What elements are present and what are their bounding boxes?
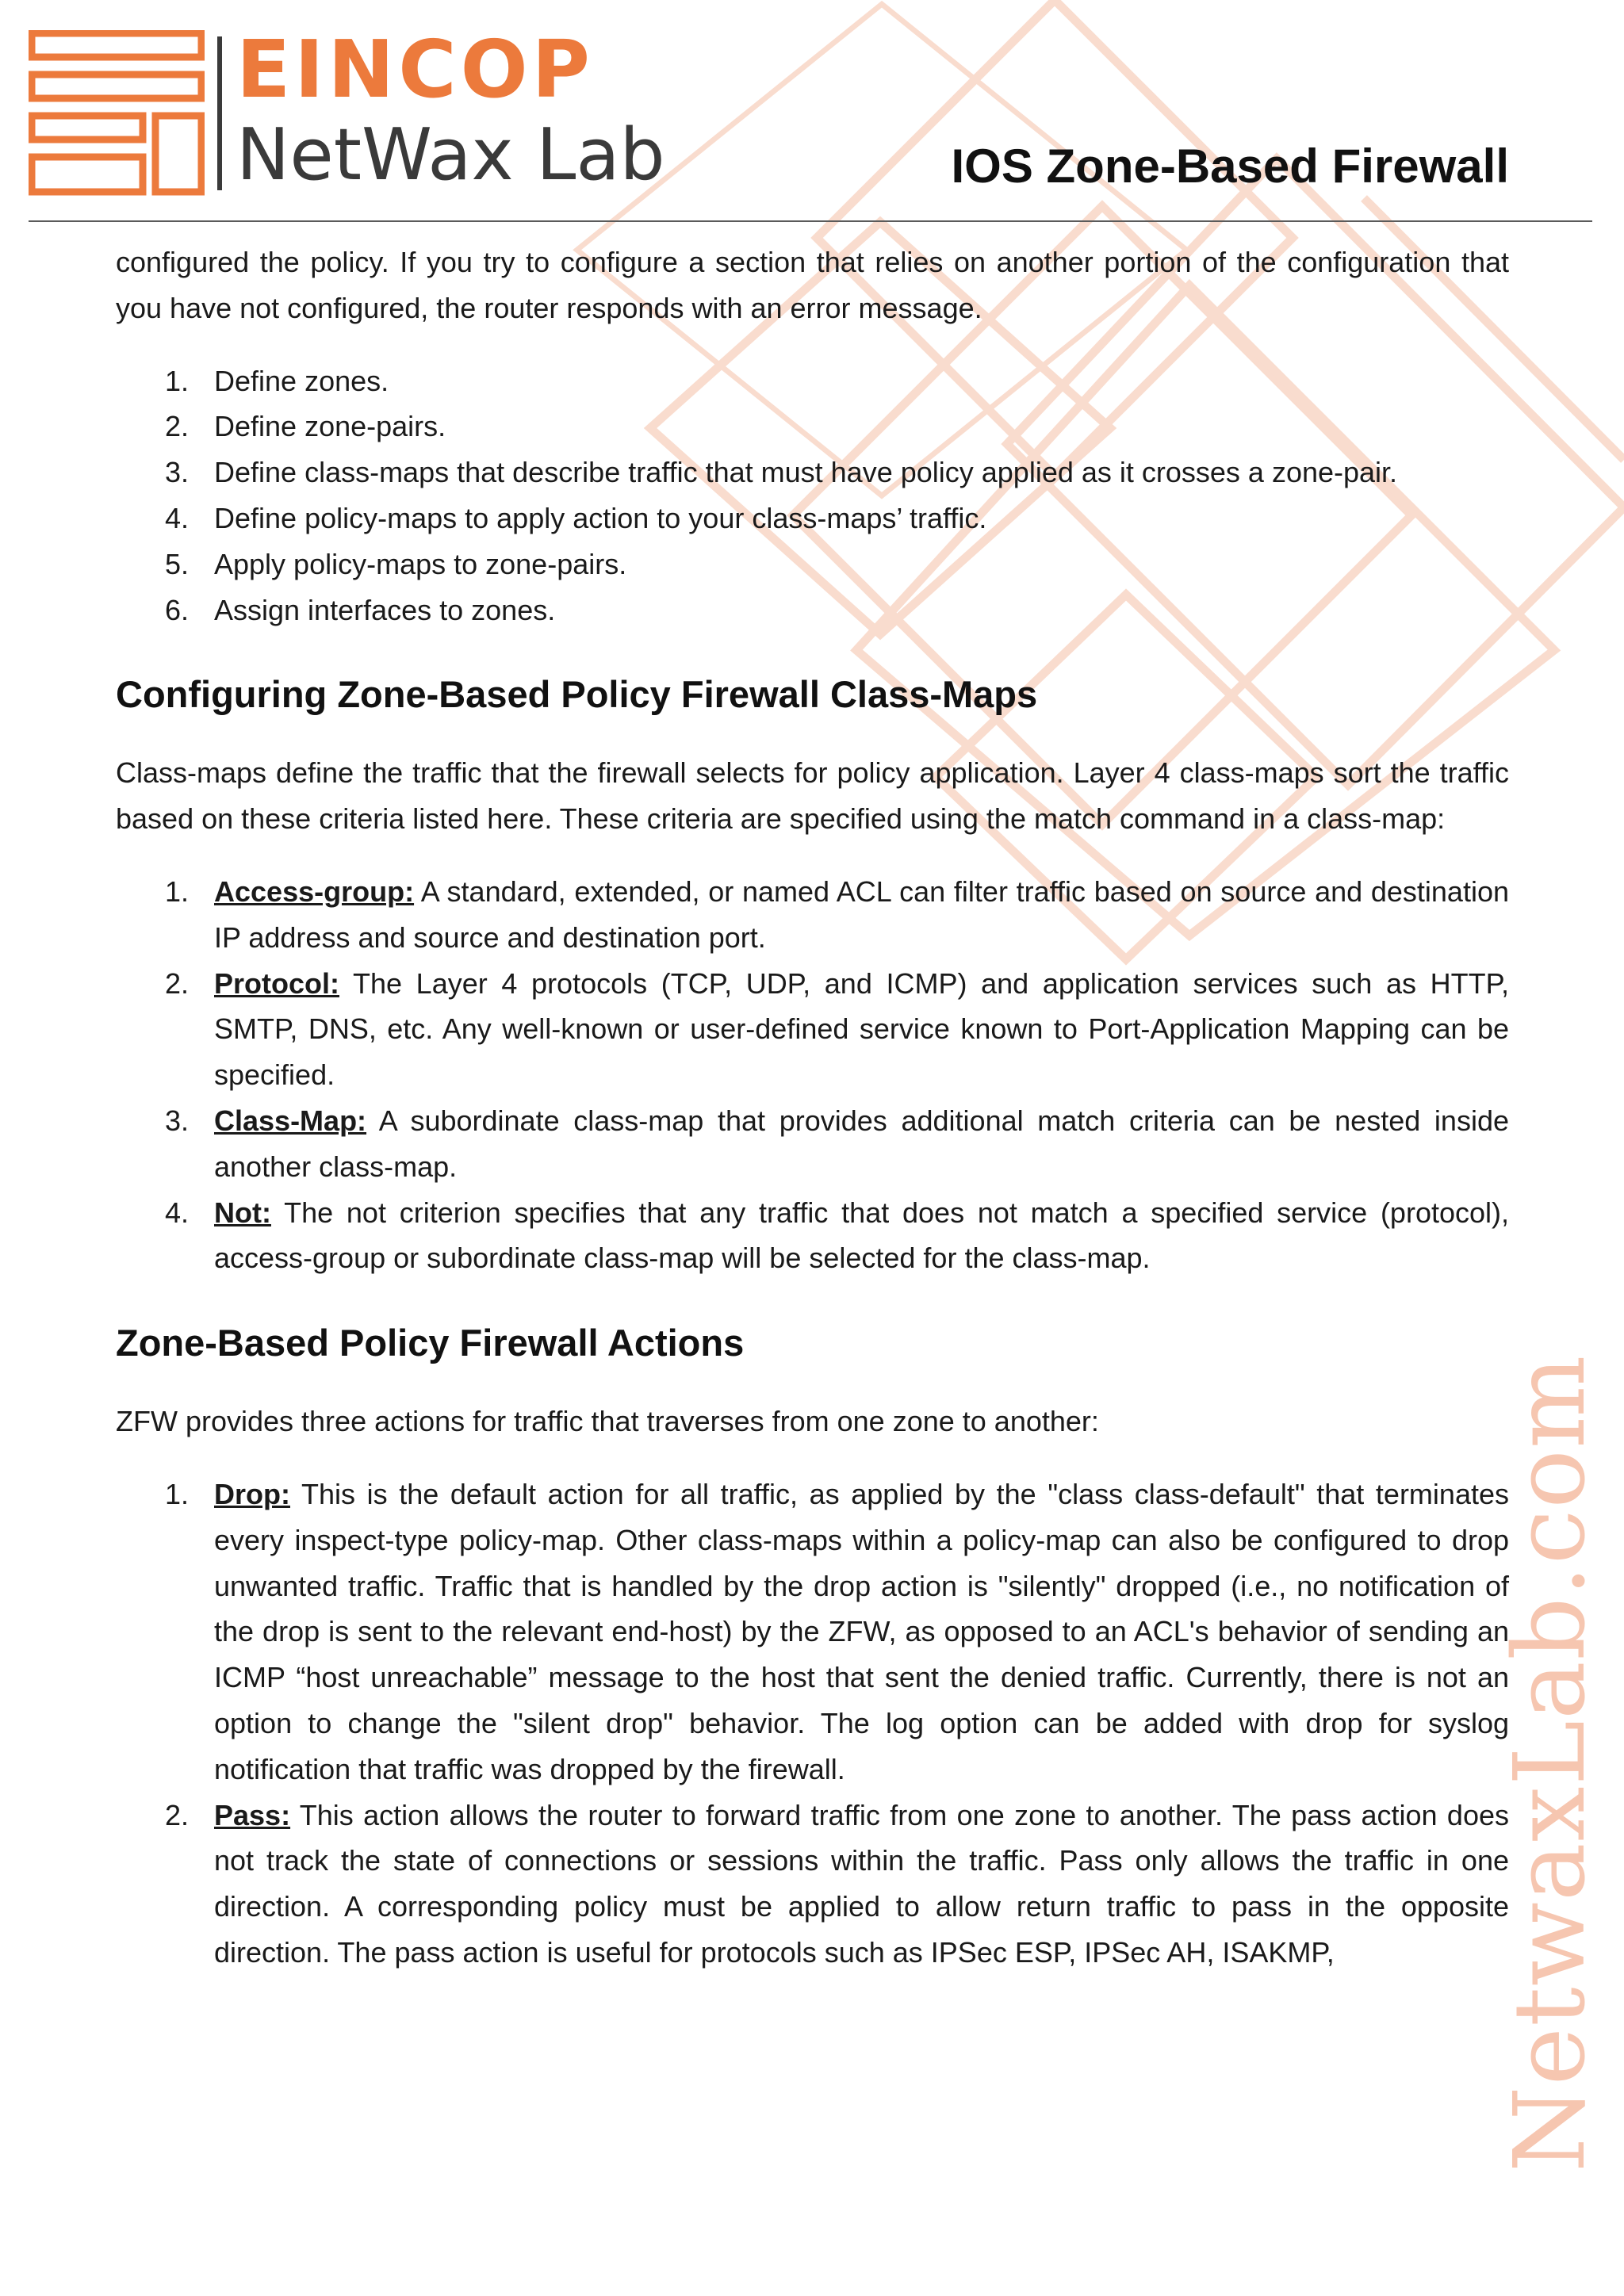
term-drop: Drop: xyxy=(214,1477,290,1510)
term-access-group: Access-group: xyxy=(214,874,415,908)
list-item: 1. Define zones. xyxy=(165,364,389,397)
config-steps-list xyxy=(116,358,1509,633)
list-item: 6. Assign interfaces to zones. xyxy=(165,593,556,626)
term-protocol: Protocol: xyxy=(214,966,339,1000)
term-pass: Pass: xyxy=(214,1798,291,1831)
logo-lab-name: NetWax Lab xyxy=(236,113,665,197)
page-body xyxy=(116,239,1509,1976)
match-criteria-list xyxy=(116,869,1509,1281)
intro-paragraph: configured the policy. If you try to configure a section that relies on another portion of the configuration that you have not configured, the router responds with an error message. xyxy=(116,246,1509,324)
list-item: 3. Class-Map: A subordinate class-map that provides additional match criteria can be nested inside another class-map. xyxy=(165,1104,1509,1183)
page-header xyxy=(0,0,1624,230)
list-item: 4. Define policy-maps to apply action to your class-maps’ traffic. xyxy=(165,501,987,534)
list-item: 4. Not: The not criterion specifies that any traffic that does not match a specified service (protocol), access-group or subordinate class-map will be selected for the class-map. xyxy=(165,1196,1509,1275)
list-item: 3. Define class-maps that describe traffic that must have policy applied as it crosses a zone-pair. xyxy=(165,456,1398,489)
actions-list xyxy=(116,1471,1509,1976)
document-title: IOS Zone-Based Firewall xyxy=(951,140,1509,193)
header-rule xyxy=(29,220,1592,222)
section-heading-class-maps: Configuring Zone-Based Policy Firewall Class-Maps xyxy=(116,673,1038,716)
list-item: 1. Access-group: A standard, extended, or named ACL can filter traffic based on source and destination IP address and source and destination port. xyxy=(165,874,1509,954)
term-not: Not: xyxy=(214,1196,271,1229)
list-item: 2. Pass: This action allows the router to forward traffic from one zone to another. The pass action does not track the state of connections or sessions within the traffic. Pass only allows the traffic in one direction. A corresponding policy must be applied to allow return traffic to pass in the opposite direction. The pass action is useful for protocols such as IPSec ESP, IPSec AH, ISAKMP, xyxy=(165,1798,1509,1969)
watermark-text: NetwaxLab.com xyxy=(1493,1354,1607,2172)
class-maps-paragraph: Class-maps define the traffic that the firewall selects for policy application. Layer 4 class-maps sort the traffic based on these criteria listed here. These criteria are specified using the match command in a class-map: xyxy=(116,756,1509,836)
actions-paragraph: ZFW provides three actions for traffic that traverses from one zone to another: xyxy=(116,1405,1099,1438)
term-class-map: Class-Map: xyxy=(214,1104,367,1137)
list-item: 2. Define zone-pairs. xyxy=(165,410,446,443)
section-heading-actions: Zone-Based Policy Firewall Actions xyxy=(116,1322,745,1364)
logo-mark-icon xyxy=(29,30,205,198)
logo-divider xyxy=(217,36,222,190)
logo-brand-name: EINCOP xyxy=(236,23,594,116)
list-item: 2. Protocol: The Layer 4 protocols (TCP, UDP, and ICMP) and application services such as HTTP, SMTP, DNS, etc. Any well-known or user-defined service known to Port-Application Mapping can be specified. xyxy=(165,966,1509,1092)
list-item: 1. Drop: This is the default action for all traffic, as applied by the "class class-default" that terminates every inspect-type policy-map. Other class-maps within a policy-map can also be configured to drop unwanted traffic. Traffic that is handled by the drop action is "silently" dropped (i.e., no notification of the drop is sent to the relevant end-host) by the ZFW, as opposed to an ACL's behavior of sending an ICMP “host unreachable” message to the host that sent the denied traffic. Currently, there is not an option to change the "silent drop" behavior. The log option can be added with drop for syslog notification that traffic was dropped by the firewall. xyxy=(165,1477,1509,1785)
list-item: 5. Apply policy-maps to zone-pairs. xyxy=(165,547,627,580)
